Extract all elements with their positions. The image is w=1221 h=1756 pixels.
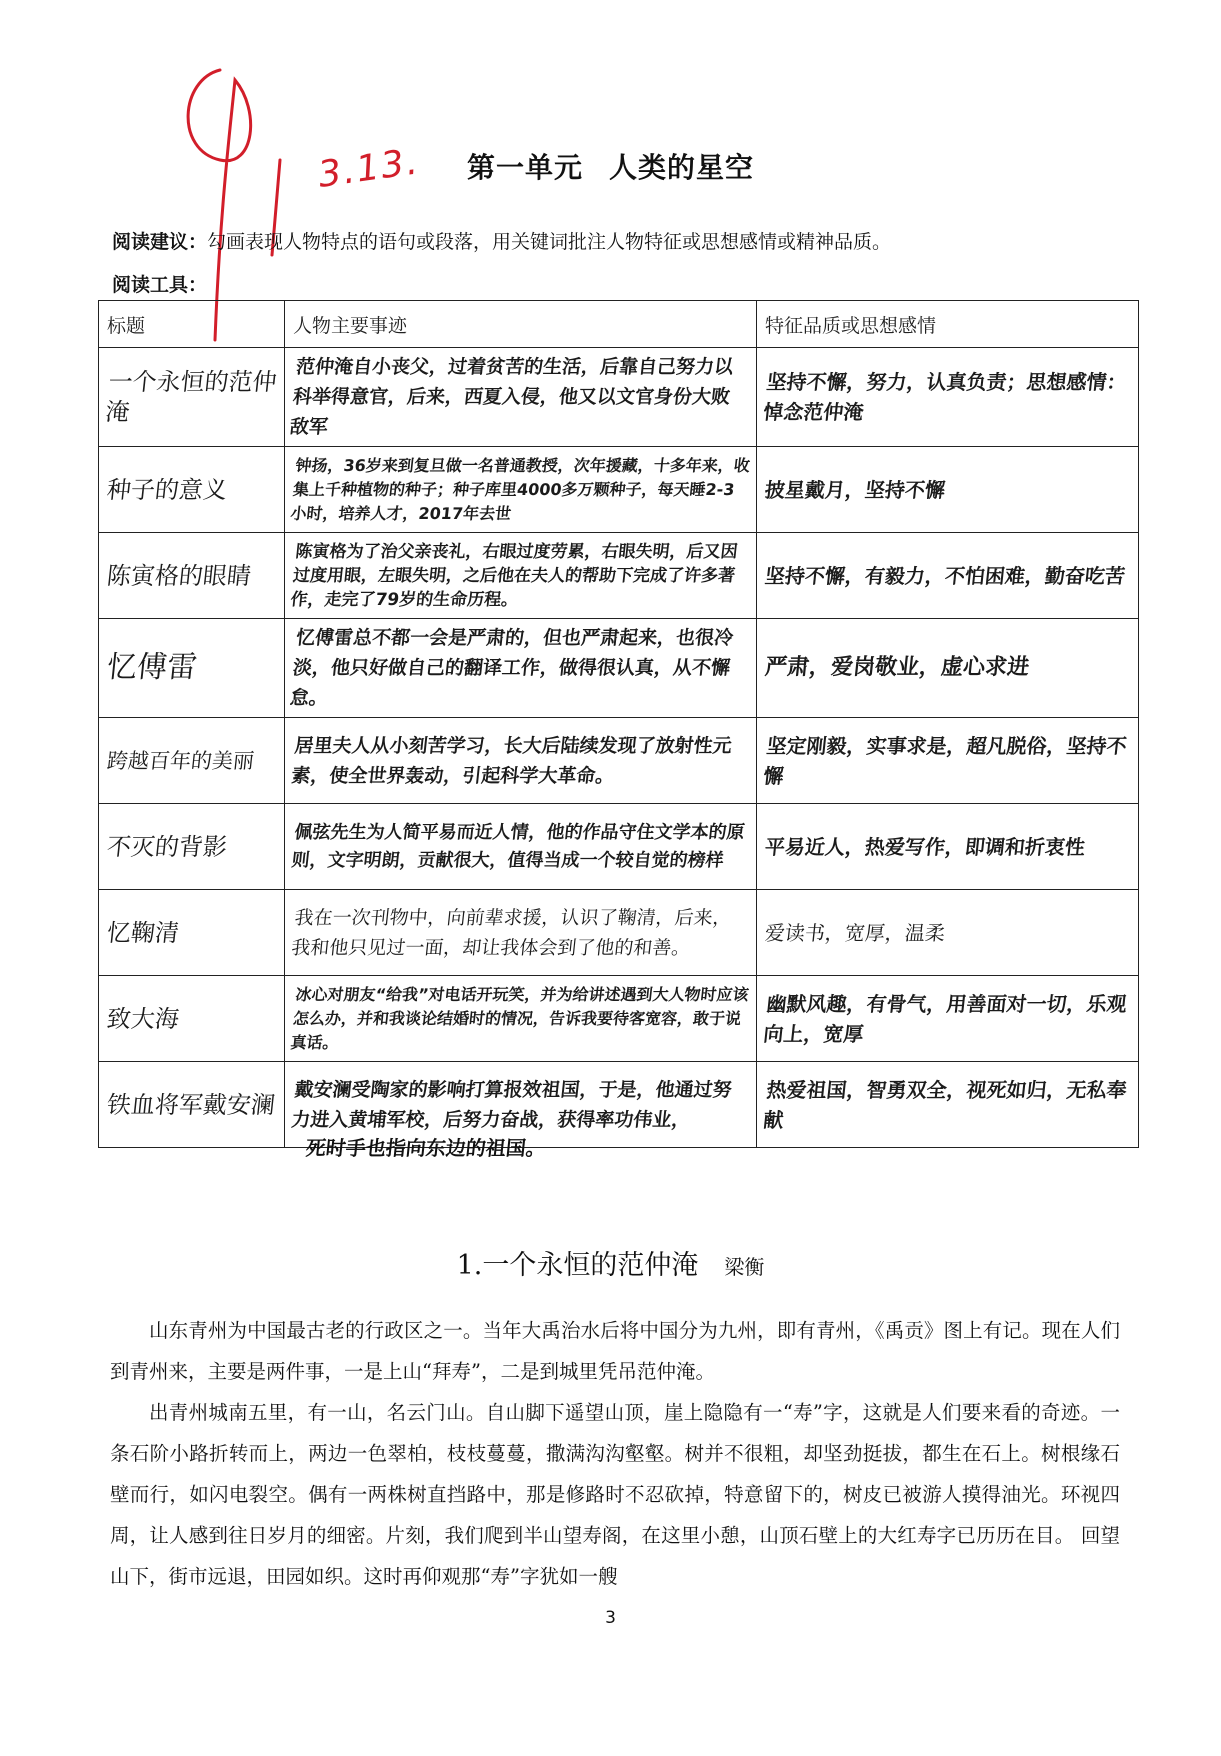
- article-paragraph: 出青州城南五里，有一山，名云门山。自山脚下遥望山顶，崖上隐隐有一“寿”字，这就是人们要来看的奇迹。一条石阶小路折转而上，两边一色翠柏，枝枝蔓蔓，撒满沟沟壑壑。树并不很粗，却坚劲挺拔，都生在石上。树根缘石壁而行，如闪电裂空。偶有一两株树直挡路中，那是修路时不忍砍掉，特意留下的，树皮已被游人摸得油光。环视四周，让人感到往日岁月的细密。片刻，我们爬到半山望寿阁，在这里小憩，山顶石壁上的大红寿字已历历在目。 回望山下，街市远退，田园如织。这时再仰观那“寿”字犹如一艘: [110, 1401, 1120, 1588]
- row-quality: 热爱祖国，智勇双全，视死如归，无私奉献: [762, 1077, 1128, 1132]
- row-title-cell: [99, 804, 285, 890]
- article-title: [0, 1243, 1221, 1282]
- row-quality-cell: [757, 718, 1139, 804]
- unit-name: 人类的星空: [609, 151, 755, 184]
- row-title: 忆傅雷: [105, 650, 199, 685]
- column-header-quality: 特征品质或思想感情: [757, 301, 1139, 348]
- row-deeds: 陈寅格为了治父亲丧礼，右眼过度劳累，右眼失明，后又因过度用眼，左眼失明，之后他在夫人的帮助下完成了许多著作，走完了79岁的生命历程。: [289, 541, 739, 610]
- reading-tool: [112, 270, 207, 297]
- row-deeds: 居里夫人从小刻苦学习，长大后陆续发现了放射性元素，使全世界轰动，引起科学大革命。: [290, 734, 733, 787]
- reading-tool-label: 阅读工具：: [112, 274, 208, 296]
- row-deeds-cell: [285, 718, 757, 804]
- row-quality: 坚持不懈，有毅力，不怕困难，勤奋吃苦: [763, 563, 1127, 588]
- row-title: 致大海: [105, 1004, 181, 1033]
- table-row: [99, 619, 1139, 718]
- row-quality: 坚定刚毅，实事求是，超凡脱俗，坚持不懈: [762, 733, 1128, 788]
- table-row: [99, 890, 1139, 976]
- column-header-deeds: 人物主要事迹: [285, 301, 757, 348]
- row-title-cell: [99, 718, 285, 804]
- row-quality: 爱读书，宽厚，温柔: [763, 920, 947, 945]
- row-title: 跨越百年的美丽: [105, 748, 256, 773]
- row-deeds: 钟扬，36岁来到复旦做一名普通教授，次年援藏，十多年来，收集上千种植物的种子；种子库里4000多万颗种子，每天睡2-3小时，培养人才，2017年去世: [289, 455, 751, 523]
- row-quality-cell: [757, 1062, 1139, 1148]
- row-title-cell: [99, 1062, 285, 1148]
- table-row: [99, 533, 1139, 619]
- reading-advice-label: 阅读建议：: [112, 231, 208, 253]
- row-quality: 幽默风趣，有骨气，用善面对一切，乐观向上，宽厚: [762, 991, 1128, 1046]
- article-author: 梁衡: [724, 1255, 765, 1279]
- table-row: [99, 1062, 1139, 1148]
- row-title-cell: [99, 533, 285, 619]
- article-body: [110, 1310, 1120, 1597]
- row-deeds: 戴安澜受陶家的影响打算报效祖国，于是，他通过努力进入黄埔军校，后努力奋战，获得率功伟业，: [290, 1078, 733, 1131]
- row-deeds-cell: [285, 348, 757, 447]
- row-title: 铁血将军戴安澜: [105, 1090, 277, 1119]
- unit-number: 第一单元: [466, 151, 583, 184]
- row-title-cell: [99, 976, 285, 1062]
- article-title-text: 一个永恒的范仲淹: [482, 1250, 699, 1281]
- table-row: [99, 447, 1139, 533]
- handwritten-overflow-note: 死时手也指向东边的祖国。: [304, 1136, 548, 1160]
- row-quality: 披星戴月，坚持不懈: [763, 477, 947, 502]
- row-title: 种子的意义: [105, 475, 229, 504]
- row-title: 忆鞠清: [105, 918, 181, 947]
- table-row: [99, 804, 1139, 890]
- row-quality: 坚持不懈，努力，认真负责；思想感情：悼念范仲淹: [762, 370, 1128, 424]
- row-quality-cell: [757, 976, 1139, 1062]
- row-deeds: 范仲淹自小丧父，过着贫苦的生活，后靠自己努力以科举得意官，后来，西夏入侵，他又以文官身份大败敌军: [288, 356, 735, 438]
- page-number: 3: [605, 1608, 616, 1628]
- table-row: [99, 976, 1139, 1062]
- reading-table: [98, 300, 1139, 1148]
- table-row: [99, 718, 1139, 804]
- row-quality-cell: [757, 619, 1139, 718]
- row-title-cell: [99, 619, 285, 718]
- column-header-title: 标题: [99, 301, 285, 348]
- row-deeds-cell: [285, 890, 757, 976]
- row-quality-cell: [757, 890, 1139, 976]
- row-deeds-cell: [285, 804, 757, 890]
- row-deeds-cell: [285, 619, 757, 718]
- row-title: 陈寅格的眼睛: [105, 561, 253, 590]
- row-quality-cell: [757, 804, 1139, 890]
- row-deeds-cell: [285, 533, 757, 619]
- row-quality: 严肃，爱岗敬业，虚心求进: [763, 655, 1031, 680]
- reading-advice: [112, 228, 891, 256]
- table-header-row: [99, 301, 1139, 348]
- row-quality-cell: [757, 447, 1139, 533]
- row-deeds-cell: [285, 447, 757, 533]
- row-deeds: 冰心对朋友“给我”对电话开玩笑，并为给讲述遇到大人物时应该怎么办，并和我谈论结婚时的情况，告诉我要待客宽容，敢于说真话。: [289, 984, 750, 1052]
- article-paragraph: 山东青州为中国最古老的行政区之一。当年大禹治水后将中国分为九州，即有青州，《禹贡》图上有记。现在人们到青州来，主要是两件事，一是上山“拜寿”，二是到城里凭吊范仲淹。: [110, 1319, 1120, 1383]
- unit-title: [0, 146, 1221, 186]
- row-title-cell: [99, 890, 285, 976]
- article-number: 1.: [456, 1250, 483, 1281]
- row-deeds: 我在一次刊物中，向前辈求援，认识了鞠清，后来，我和他只见过一面，却让我体会到了他的和善。: [290, 906, 733, 959]
- row-deeds-cell: [285, 976, 757, 1062]
- row-title: 一个永恒的范仲淹: [103, 368, 279, 426]
- row-deeds: 佩弦先生为人简平易而近人情，他的作品守住文学本的原则，文字明朗，贡献很大，值得当成一个较自觉的榜样: [290, 821, 746, 871]
- table-row: [99, 348, 1139, 447]
- red-date-mark: 3.13.: [315, 141, 422, 196]
- row-title: 不灭的背影: [105, 832, 229, 861]
- row-quality-cell: [757, 533, 1139, 619]
- row-quality-cell: [757, 348, 1139, 447]
- row-title-cell: [99, 348, 285, 447]
- row-title-cell: [99, 447, 285, 533]
- row-quality: 平易近人，热爱写作，即调和折衷性: [763, 834, 1087, 859]
- row-deeds: 忆傅雷总不都一会是严肃的，但也严肃起来，也很冷淡，他只好做自己的翻译工作，做得很认真，从不懈怠。: [288, 627, 735, 709]
- reading-advice-text: 勾画表现人物特点的语句或段落，用关键词批注人物特征或思想感情或精神品质。: [207, 231, 892, 253]
